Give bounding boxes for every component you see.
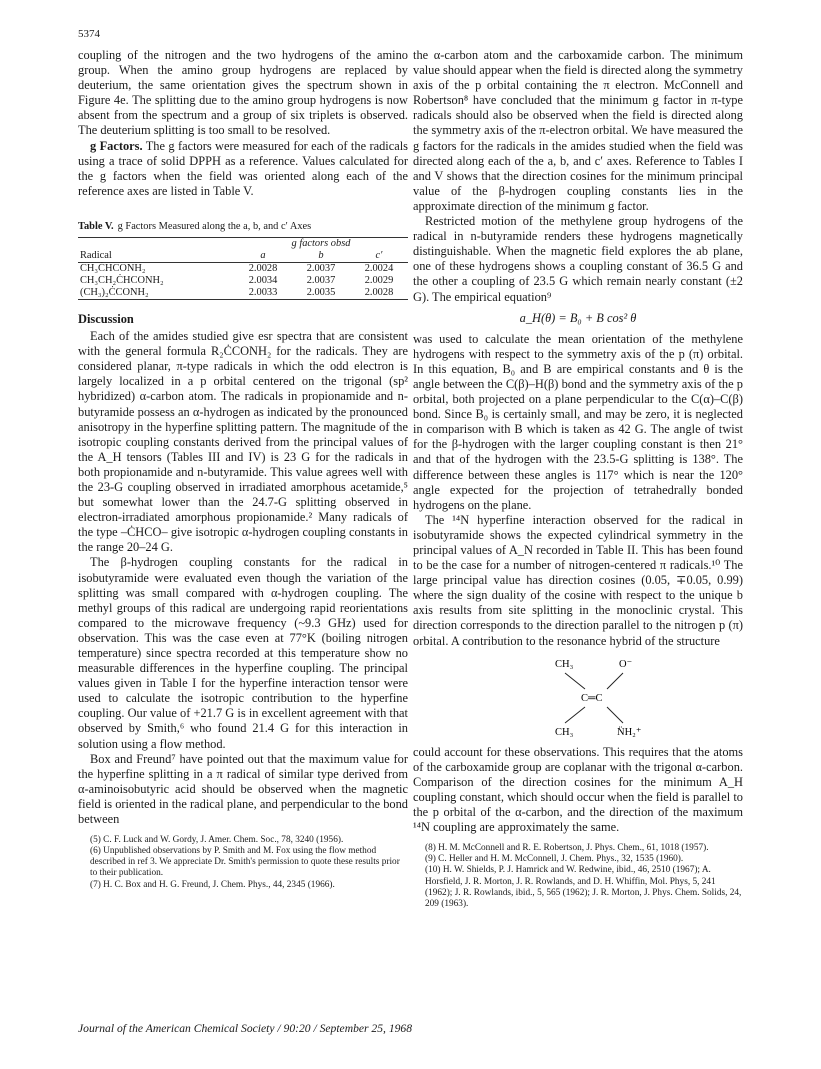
table-cell-radical: CH₃ĊHCONH₂	[80, 262, 146, 274]
table-col-header: b	[292, 250, 350, 263]
structure-label-c-eq-c: C═C	[581, 692, 603, 704]
table-cell: 2.0028	[350, 287, 408, 300]
structure-label-ch3-top: CH₃	[555, 658, 574, 670]
structure-label-nh2-plus: N̈H₂⁺	[617, 726, 642, 738]
paragraph: Each of the amides studied give esr spectra that are consistent with the general formula R₂ĊCONH₂ for the radicals. They are considered planar, π-type radicals in which the odd electron is largely localized in a p orbital centered on the trigonal (sp² hybridized) α-carbon atom. The radicals in propionamide and n-butyramide possess an α-hydrogen as indicated by the pronounced anisotropy in the hyperfine splitting pattern. The magnitude of the isotropic coupling constants derived from the principal values of the A_H tensors (Tables III and IV) is 23 G for the radicals in both propionamide and n-butyramide. This value agrees well with the 23-G coupling observed in irradiated amorphous acetamide,⁵ but somewhat lower than the 24.7-G splitting observed in electron-irradiated amorphous propionamide.² Many radicals of the type –ĊHCO– give isotropic α-hydrogen coupling constants in the range 20–24 G.	[78, 329, 408, 555]
table-cell: 2.0033	[234, 287, 292, 300]
table-caption-text: g Factors Measured along the a, b, and c′ Axes	[117, 220, 312, 232]
paragraph: The β-hydrogen coupling constants for the radical in isobutyramide were evaluated even though the variation of the splitting was small compared with α-hydrogen coupling. The methyl groups of this radical are undergoing rapid reorientations compared to the microwave frequency (~9.3 GHz) used for observation. This was the case even at 77°K (boiling nitrogen temperature) since spectra recorded at this temperature show no measurable differences in the hyperfine coupling. The principal values given in Table I for the hyperfine interaction tensor were used to calculate the isotropic contribution to the hyperfine coupling. Our value of +21.7 G is in excellent agreement with that observed by Smith,⁶ who found 21.4 G for this interaction in solution using a flow method.	[78, 555, 408, 751]
table-cell-radical: CH₃CH₂ĊHCONH₂	[80, 274, 164, 286]
run-in-heading: g Factors.	[90, 138, 143, 153]
footnote: (10) H. W. Shields, P. J. Hamrick and W. Redwine, ibid., 46, 2510 (1967); A. Horsfield, J. R. Morton, J. R. Rowlands, and D. H. Whiffin, Mol. Phys, 5, 241 (1962); J. R. Rowlands, ibid., 5, 565 (1962); J. R. Morton, J. Phys. Chem. Solids, 24, 209 (1963).	[425, 865, 742, 909]
journal-footer: Journal of the American Chemical Society / 90:20 / September 25, 1968	[78, 1022, 413, 1035]
bond-line	[565, 707, 585, 723]
table-header-row	[78, 237, 408, 250]
table-cell: 2.0028	[248, 262, 278, 274]
table-empty-cell	[78, 237, 234, 250]
footnotes-left	[78, 835, 408, 890]
table-cell: 2.0024	[364, 262, 394, 274]
table-row	[78, 262, 408, 275]
bond-line	[607, 673, 623, 689]
resonance-structure-diagram	[413, 653, 743, 741]
table-col-header: a	[234, 250, 292, 263]
g-factors-table	[78, 237, 408, 300]
right-column	[413, 48, 743, 910]
table-cell-radical: (CH₃)₂ĊCONH₂	[78, 287, 234, 300]
table-caption	[78, 221, 408, 233]
table-header-row	[78, 250, 408, 263]
table-span-header: g factors obsd	[234, 237, 408, 250]
section-heading-discussion: Discussion	[78, 311, 134, 326]
paragraph: the α-carbon atom and the carboxamide carbon. The minimum value should appear when the field is directed along the symmetry axis of the p orbital containing the π electron. McConnell and Robertson⁸ have concluded that the minimum g factor in π-type radicals should also be observed when the field is directed along the symmetry axis of the π-electron orbital. We have measured the g factors for the radicals in the amides studied when the field was directed along each of the a, b, and c′ axes. Reference to Tables I and V shows that the direction cosines for the minimum principal value of the β-hydrogen coupling constants lies in the approximate direction of the minimum g factor.	[413, 48, 743, 213]
paragraph-text: The g factors were measured for each of the radicals using a trace of solid DPPH as a reference. Values calculated for the g factors when the field was oriented along each of the reference axes are listed in Table V.	[78, 138, 408, 198]
table-v	[78, 221, 408, 300]
structure-label-o-minus: O⁻	[619, 658, 633, 670]
paragraph: The ¹⁴N hyperfine interaction observed for the radical in isobutyramide shows the expected cylindrical symmetry in the principal values of A_N recorded in Table II. This has been found to be the case for a number of nitrogen-centered π radicals.¹⁰ The large principal value has direction cosines (0.05, ∓0.05, 0.99) where the sign duality of the cosine with respect to the unique b axis results from site splitting in the monoclinic crystal. This direction corresponds to the direction parallel to the nitrogen p (π) orbital. A contribution to the resonance hybrid of the structure	[413, 512, 743, 648]
table-cell: 2.0029	[364, 274, 394, 286]
equation: a_H(θ) = B₀ + B cos² θ	[519, 310, 637, 325]
bond-line	[607, 707, 623, 723]
paragraph: Restricted motion of the methylene group hydrogens of the radical in n-butyramide renders these hydrogens magnetically distinguishable. When the magnetic field explores the ab plane, one of these hydrogens shows a coupling constant of 36.5 G and the other a coupling of 23.5 G which remain nearly constant (±2 G). The empirical equation⁹	[413, 214, 743, 304]
paragraph: coupling of the nitrogen and the two hydrogens of the amino group. When the amino group hydrogens are replaced by deuterium, the same orientation gives the spectrum shown in Figure 4e. The splitting due to the amino group hydrogens is now absent from the spectrum and a group of six triplets is observed. The deuterium splitting is too small to be resolved.	[78, 48, 408, 138]
structure-label-ch3-bottom: CH₃	[555, 726, 574, 738]
table-row	[78, 287, 408, 300]
table-col-header: Radical	[78, 250, 234, 263]
table-cell: 2.0034	[248, 274, 278, 286]
bond-line	[565, 673, 585, 689]
footnote: (5) C. F. Luck and W. Gordy, J. Amer. Chem. Soc., 78, 3240 (1956).	[90, 835, 344, 846]
footnotes-right	[413, 843, 743, 910]
page-number: 5374	[78, 28, 100, 40]
footnote: (7) H. C. Box and H. G. Freund, J. Chem. Phys., 44, 2345 (1966).	[90, 879, 335, 890]
left-column	[78, 48, 408, 891]
table-cell: 2.0035	[292, 287, 350, 300]
table-cell: 2.0037	[306, 262, 336, 274]
paragraph: Box and Freund⁷ have pointed out that the maximum value for the hyperfine splitting in a π radical of similar type derived from α-aminoisobutyric acid should be observed when the magnetic field is oriented in the radical plane, and perpendicular to the bond between	[78, 751, 408, 827]
footnote: (6) Unpublished observations by P. Smith and M. Fox using the flow method described in ref 3. We appreciate Dr. Smith's permission to quote these results prior to their publication.	[90, 846, 400, 879]
paragraph: could account for these observations. This requires that the atoms of the carboxamide group are coplanar with the trigonal α-carbon. Comparison of the direction cosines for the minimum A_H coupling constant, which should occur when the field is parallel to the p orbital of the α-carbon, and the direction of the maximum ¹⁴N coupling are approximately the same.	[413, 744, 743, 835]
footnote: (8) H. M. McConnell and R. E. Robertson, J. Phys. Chem., 61, 1018 (1957).	[425, 843, 709, 854]
footnote: (9) C. Heller and H. M. McConnell, J. Chem. Phys., 32, 1535 (1960).	[425, 854, 684, 865]
paragraph-g-factors	[78, 139, 408, 199]
table-cell: 2.0037	[306, 274, 336, 286]
table-label: Table V.	[78, 220, 114, 232]
table-row	[78, 275, 408, 287]
table-col-header: c′	[350, 250, 408, 263]
paragraph: was used to calculate the mean orientation of the methylene hydrogens with respect to the symmetry axis of the p (π) orbital. In this equation, B₀ and B are empirical constants and θ is the angle between the C(β)–H(β) bond and the symmetry axis of the p orbital, both projected on a plane perpendicular to the C(α)–C(β) bond. Since B₀ is certainly small, and may be zero, it is neglected in comparison with B which is taken as 42 G. The angle of twist for the β-hydrogen with the larger coupling constant is then 21° and that of the hydrogen with the 23.5-G splitting is 138°. The difference between these angles is 117° which is near the 120° angle expected for the projection of tetrahedrally bonded hydrogens on the plane.	[413, 331, 743, 512]
